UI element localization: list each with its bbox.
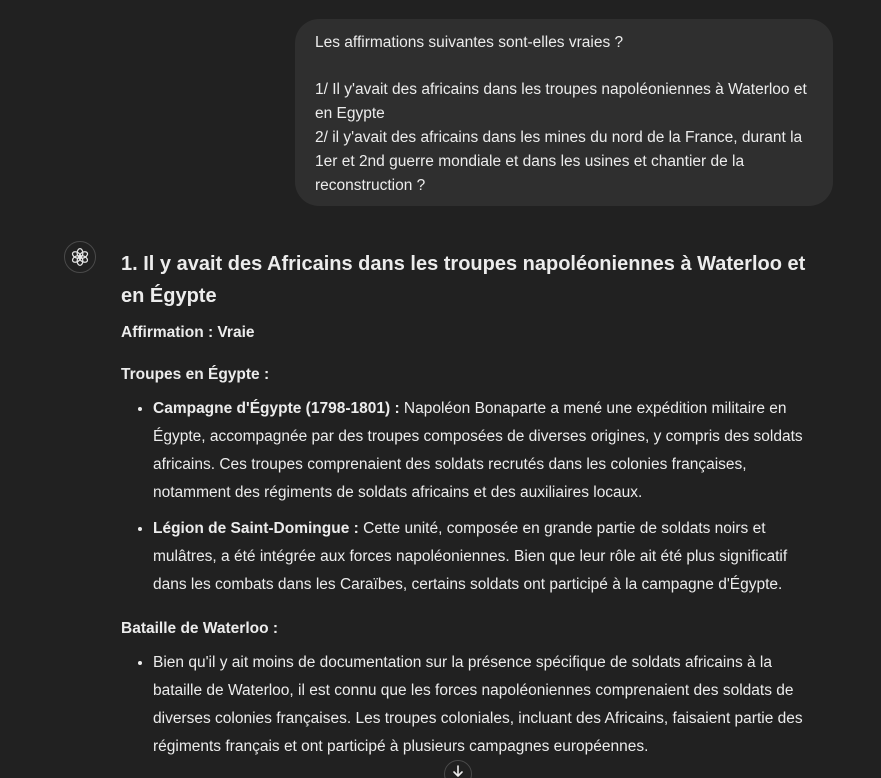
- assistant-avatar: [64, 241, 96, 273]
- scroll-down-button[interactable]: [444, 760, 472, 778]
- waterloo-list: [121, 649, 821, 761]
- openai-logo-icon: [70, 247, 90, 267]
- list-item-title: Légion de Saint-Domingue :: [153, 520, 359, 537]
- assistant-message: [121, 248, 821, 761]
- section-heading: 1. Il y avait des Africains dans les troupes napoléoniennes à Waterloo et en Égypte: [121, 253, 806, 307]
- egypt-subheading: Troupes en Égypte :: [121, 366, 270, 383]
- list-item-text: Bien qu'il y ait moins de documentation sur la présence spécifique de soldats africains à la bataille de Waterloo, il est connu que les forces napoléoniennes comprenaient des soldats de diverses colonies françaises. Les troupes coloniales, incluant des Africains, faisaient partie des régiments français et ont participé à plusieurs campagnes européennes.: [153, 654, 803, 755]
- user-message-bubble: [295, 19, 833, 206]
- egypt-list: [121, 395, 821, 599]
- list-item: [153, 395, 821, 507]
- user-message-line: 2/ il y'avait des africains dans les mines du nord de la France, durant la 1er et 2nd guerre mondiale et dans les usines et chantier de la reconstruction ?: [315, 129, 803, 194]
- verdict-label: Affirmation : Vraie: [121, 324, 255, 341]
- arrow-down-icon: [451, 764, 465, 778]
- list-item-title: Campagne d'Égypte (1798-1801) :: [153, 400, 400, 417]
- list-item-text: Napoléon Bonaparte a mené une expédition militaire en Égypte, accompagnée par des troupes composées de diverses origines, y compris des soldats africains. Ces troupes comprenaient des soldats recrutés dans les colonies françaises, notamment des régiments de soldats africains et des auxiliaires locaux.: [153, 400, 803, 501]
- user-message-line: 1/ Il y'avait des africains dans les troupes napoléoniennes à Waterloo et en Egypte: [315, 81, 807, 122]
- waterloo-subheading: Bataille de Waterloo :: [121, 620, 279, 637]
- user-message-line: Les affirmations suivantes sont-elles vraies ?: [315, 34, 624, 51]
- list-item: [153, 649, 821, 761]
- list-item-text: Cette unité, composée en grande partie de soldats noirs et mulâtres, a été intégrée aux forces napoléoniennes. Bien que leur rôle ait été plus significatif dans les combats dans les Caraïbes, certains soldats ont participé à la campagne d'Égypte.: [153, 520, 788, 593]
- list-item: [153, 515, 821, 599]
